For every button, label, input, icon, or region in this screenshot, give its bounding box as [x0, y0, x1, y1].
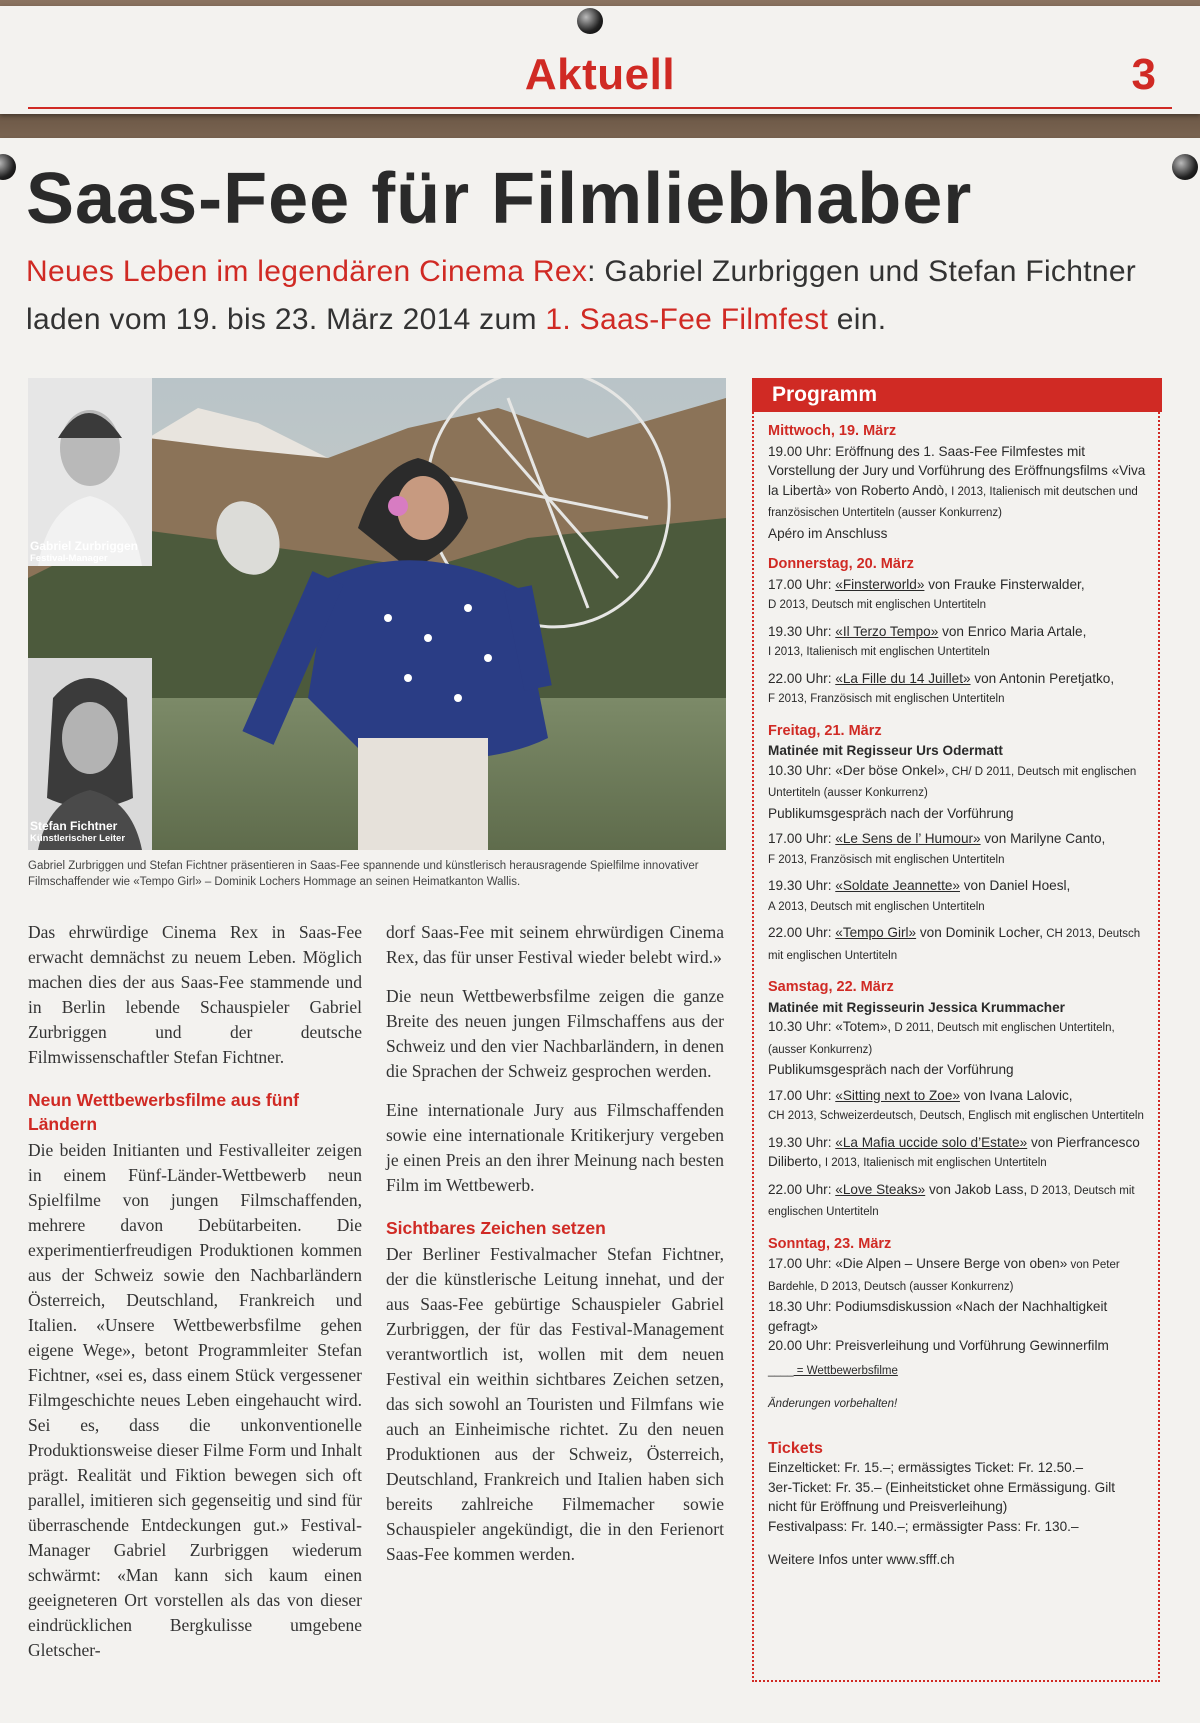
more-info: Weitere Infos unter www.sfff.ch [768, 1552, 955, 1567]
legend: ____ = Wettbewerbsfilme [768, 1364, 898, 1377]
program-entry: 20.00 Uhr: Preisverleihung und Vorführung Gewinnerfilm [768, 1338, 1109, 1353]
program-entry: 18.30 Uhr: Podiumsdiskussion «Nach der Nachhaltigkeit gefragt» [768, 1299, 1108, 1334]
portrait-zurbriggen [28, 378, 152, 566]
program-entry: 17.00 Uhr: «Die Alpen – Unsere Berge von oben» von Peter Bardehle, D 2013, Deutsch (ausser Konkurrenz) [768, 1256, 1120, 1293]
portrait-name: Gabriel Zurbriggen [30, 539, 139, 553]
section-heading: Neun Wettbewerbsfilme aus fünf Ländern [28, 1090, 299, 1134]
program-entry: 22.00 Uhr: «Tempo Girl» von Dominik Locher, CH 2013, Deutsch mit englischen Untertiteln [768, 925, 1141, 962]
program-entry: 17.00 Uhr: «Sitting next to Zoe» von Ivana Lalovic, CH 2013, Schweizerdeutsch, Deutsch, Englisch mit englischen Untertiteln [768, 1087, 1144, 1122]
header-rule [28, 107, 1172, 109]
ticket-price: Festivalpass: Fr. 140.–; ermässigter Pass: Fr. 130.– [768, 1518, 1079, 1534]
program-entry: 17.00 Uhr: «Finsterworld» von Frauke Finsterwalder, D 2013, Deutsch mit englischen Untertiteln [768, 576, 1085, 611]
portrait-role: Künstlerischer Leiter [30, 833, 126, 844]
section-title: Aktuell [524, 50, 676, 99]
matinee-title: Matinée mit Regisseur Urs Odermatt [768, 743, 1003, 758]
program-day [768, 978, 1146, 1223]
headline: Saas-Fee für Filmliebhaber [26, 159, 973, 239]
program-title: Programm [772, 383, 878, 406]
paragraph: dorf Saas-Fee mit seinem ehrwürdigen Cinema Rex, das für unser Festival wieder belebt wird.» [386, 922, 724, 967]
tickets-section [768, 1439, 1146, 1570]
program-entry: 19.30 Uhr: «Soldate Jeannette» von Daniel Hoesl, A 2013, Deutsch mit englischen Untertiteln [768, 878, 1071, 913]
hero-photo [28, 378, 726, 850]
program-box [752, 412, 1160, 1682]
program-day [768, 722, 1146, 967]
program-entry: 17.00 Uhr: «Le Sens de l’ Humour» von Marilyne Canto, F 2013, Französisch mit englischen Untertiteln [768, 831, 1106, 866]
changes-note: Änderungen vorbehalten! [768, 1398, 898, 1410]
program-entry: 22.00 Uhr: «La Fille du 14 Juillet» von Antonin Peretjatko, F 2013, Französisch mit englischen Untertiteln [768, 670, 1115, 705]
section-heading: Sichtbares Zeichen setzen [386, 1218, 606, 1238]
paragraph: Der Berliner Festivalmacher Stefan Fichtner, der die künstlerische Leitung innehat, und der aus Saas-Fee gebürtige Schauspieler Gabriel Zurbriggen, der für das Festival-Management verantwortlich ist, wollen mit dem neuen Festival ein weithin sichtbares Zeichen setzen, das sich sowohl an Touristen und Filmfans wie auch an Einheimische richtet. Zu den neuen Produktionen aus der Schweiz, Österreich, Deutschland, Frankreich und Italien haben sich bereits zahlreiche Filmemacher sowie Schauspieler angekündigt, die in den Ferienort Saas-Fee kommen werden. [386, 1244, 724, 1564]
subhead-text: : Gabriel Zurbriggen und Stefan Fichtner laden vom 19. bis 23. März 2014 zum [26, 255, 1137, 336]
program-day [768, 422, 1146, 543]
program-header [752, 378, 1162, 412]
article-page [0, 138, 1200, 1723]
program-entry: 19.00 Uhr: Eröffnung des 1. Saas-Fee Filmfestes mit Vorstellung der Jury und Vorführung des Eröffnungsfilms «Viva la Libertà» von Roberto Andò, I 2013, Italienisch mit deutschen und französischen Untertiteln (ausser Konkurrenz) Apéro im Anschluss [768, 443, 1146, 541]
program-day [768, 555, 1146, 710]
program-entry: 19.30 Uhr: «La Mafia uccide solo d’Estate» von Pierfrancesco Diliberto, I 2013, Italienisch mit englischen Untertiteln [768, 1134, 1140, 1169]
subhead-highlight: Neues Leben im legendären Cinema Rex [26, 255, 588, 288]
article-column-2 [386, 920, 724, 1581]
day-title: Freitag, 21. März [768, 722, 882, 739]
paragraph: Die beiden Initianten und Festivalleiter zeigen in einem Fünf-Länder-Wettbewerb neun Spielfilme von jungen Filmschaffenden, mehrere davon Debütarbeiten. Die experimentierfreudigen Produktionen kommen aus der Schweiz sowie den Nachbarländern Österreich, Deutschland, Frankreich und Italien. «Unsere Wettbewerbsfilme gehen eigene Wege», betont Programmleiter Stefan Fichtner, «sei es, dass einem Stück vergessener Filmgeschichte neues Leben eingehaucht wird. Sei es, dass die unkonventionelle Produktionsweise dieser Filme Form und Inhalt prägt. Realität und Fiktion bewegen sich oft parallel, imitieren sich gegenseitig und sind für überraschende Entdeckungen gut.» Festival-Manager Gabriel Zurbriggen wiederum schwärmt: «Man kann sich kaum einen geeigneteren Ort vorstellen als das von dieser eindrücklichen Bergkulisse umgebene Gletscher- [28, 1140, 362, 1660]
program-entry: 22.00 Uhr: «Love Steaks» von Jakob Lass, D 2013, Deutsch mit englischen Untertiteln [768, 1181, 1135, 1218]
subheadline [26, 248, 1186, 344]
program-day [768, 1235, 1146, 1382]
day-title: Samstag, 22. März [768, 979, 894, 995]
program-entry: 10.30 Uhr: «Der böse Onkel», CH/ D 2011, Deutsch mit englischen Untertiteln (ausser Konkurrenz) Publikumsgespräch nach der Vorführung [768, 762, 1137, 821]
portrait-name: Stefan Fichtner [30, 819, 118, 833]
day-title: Mittwoch, 19. März [768, 423, 897, 439]
article-column-1 [28, 920, 362, 1677]
paragraph: Eine internationale Jury aus Filmschaffenden sowie eine internationale Kritikerjury vergeben je einen Preis an den ihrer Meinung nach besten Film im Wettbewerb. [386, 1100, 724, 1195]
photo-caption: Gabriel Zurbriggen und Stefan Fichtner präsentieren in Saas-Fee spannende und künstlerisch herausragende Spielfilme innovativer Filmschaffender wie «Tempo Girl» – Dominik Lochers Hommage an seinen Heimatkanton Wallis. [28, 860, 699, 888]
paragraph: Die neun Wettbewerbsfilme zeigen die ganze Breite des neuen jungen Filmschaffens aus der Schweiz und den vier Nachbarländern, in denen die Sprachen der Schweiz gesprochen werden. [386, 986, 724, 1081]
day-title: Sonntag, 23. März [768, 1235, 892, 1252]
pin-icon [0, 154, 16, 180]
ticket-price: 3er-Ticket: Fr. 35.– (Einheitsticket ohne Ermässigung. Gilt nicht für Eröffnung und Preisverleihung) [768, 1479, 1116, 1514]
portrait-fichtner [28, 658, 152, 846]
paragraph: Das ehrwürdige Cinema Rex in Saas-Fee erwacht demnächst zu neuem Leben. Möglich machen dies der aus Saas-Fee stammende und in Berlin lebende Schauspieler Gabriel Zurbriggen und der deutsche Filmwissenschaftler Stefan Fichtner. [28, 922, 362, 1067]
tickets-title: Tickets [768, 1439, 823, 1457]
day-title: Donnerstag, 20. März [768, 556, 914, 572]
matinee-title: Matinée mit Regisseurin Jessica Krummacher [768, 999, 1065, 1015]
program-entry: 10.30 Uhr: «Totem», D 2011, Deutsch mit englischen Untertiteln, (ausser Konkurrenz) Publikumsgespräch nach der Vorführung [768, 1019, 1115, 1077]
pin-icon [577, 8, 603, 34]
subhead-highlight: 1. Saas-Fee Filmfest [545, 303, 829, 336]
subhead-text: ein. [828, 303, 887, 336]
ticket-price: Einzelticket: Fr. 15.–; ermässigtes Ticket: Fr. 12.50.– [768, 1460, 1084, 1475]
page-number: 3 [1131, 50, 1156, 99]
underline-legend-mark: ____ [768, 1364, 794, 1377]
portrait-role: Festival-Manager [30, 553, 108, 564]
program-entry: 19.30 Uhr: «Il Terzo Tempo» von Enrico Maria Artale, I 2013, Italienisch mit englischen Untertiteln [768, 623, 1087, 658]
